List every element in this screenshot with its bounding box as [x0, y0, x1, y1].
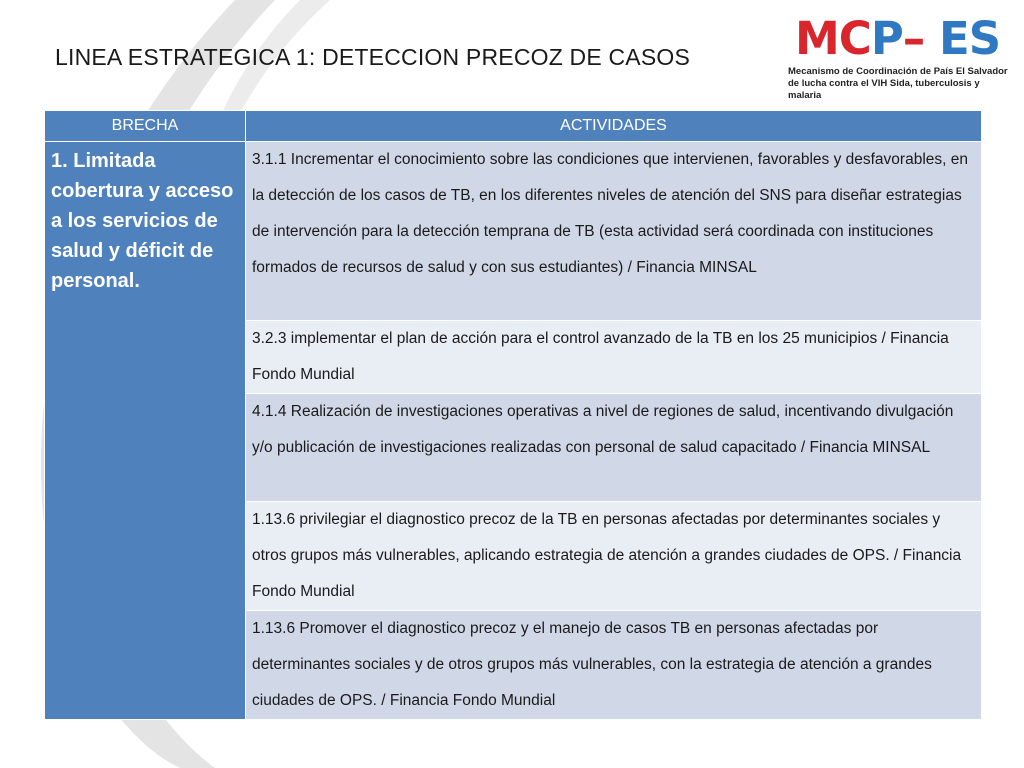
activity-cell: 3.2.3 implementar el plan de acción para el control avanzado de la TB en los 25 municipios / Financia Fondo Mundial — [246, 321, 982, 394]
page-title: LINEA ESTRATEGICA 1: DETECCION PRECOZ DE CASOS — [55, 44, 691, 70]
logo-subtitle-line2: de lucha contra el VIH Sida, tuberculosis y malaria — [788, 78, 980, 101]
header-brecha: BRECHA — [45, 111, 246, 142]
activity-cell: 1.13.6 Promover el diagnostico precoz y el manejo de casos TB en personas afectadas por determinantes sociales y de otros grupos más vulnerables, con la estrategia de atención a grandes ciudades de OPS. / Financia Fondo Mundial — [246, 611, 982, 720]
brecha-cell: 1. Limitada cobertura y acceso a los servicios de salud y déficit de personal. — [45, 142, 246, 720]
activity-cell: 4.1.4 Realización de investigaciones operativas a nivel de regiones de salud, incentivando divulgación y/o publicación de investigaciones realizadas con personal de salud capacitado / Financia MINSAL — [246, 394, 982, 502]
logo-wordmark: MCP– ES — [795, 12, 1001, 65]
table-header-row — [45, 111, 982, 142]
activity-cell: 3.1.1 Incrementar el conocimiento sobre las condiciones que intervienen, favorables y desfavorables, en la detección de los casos de TB, en los diferentes niveles de atención del SNS para diseñar estrategias de intervención para la detección temprana de TB (esta actividad será coordinada con instituciones formados de recursos de salud y con sus estudiantes) / Financia MINSAL — [246, 142, 982, 321]
logo-subtitle — [788, 66, 1008, 102]
strategy-table — [44, 110, 982, 720]
activity-cell: 1.13.6 privilegiar el diagnostico precoz de la TB en personas afectadas por determinantes sociales y otros grupos más vulnerables, aplicando estrategia de atención a grandes ciudades de OPS. / Financia Fondo Mundial — [246, 502, 982, 611]
header-actividades: ACTIVIDADES — [246, 111, 982, 142]
mcp-es-logo — [788, 12, 1008, 101]
logo-subtitle-line1: Mecanismo de Coordinación de País El Salvador — [788, 66, 1008, 77]
table-row — [45, 142, 982, 321]
